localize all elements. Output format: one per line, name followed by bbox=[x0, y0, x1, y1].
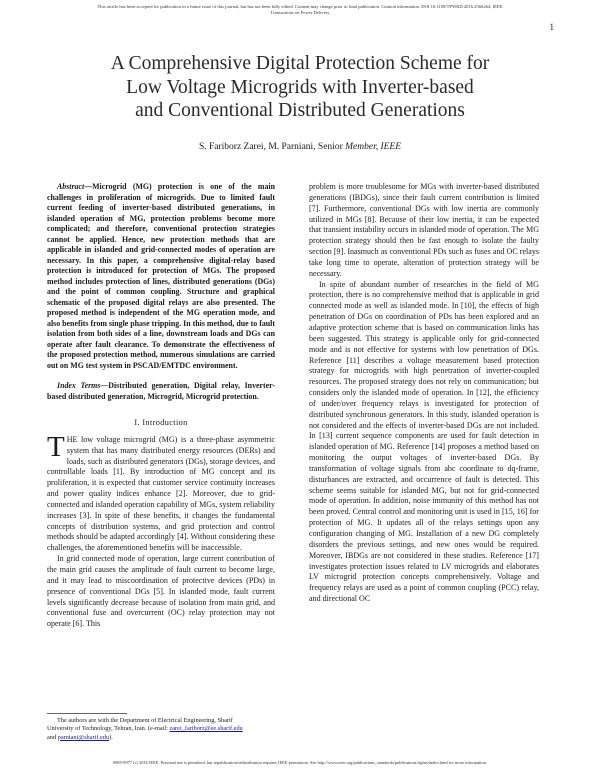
footnote-line-2-text: University of Technology, Tehran, Iran. (e-mail: bbox=[47, 725, 170, 733]
paper-title bbox=[40, 52, 560, 123]
abstract-text: —Microgrid (MG) protection is one of the main challenges in proliferation of microgrids. Due to limited fault current feeding of inverter-based distributed generations, in islanded operation of MG, protection problems become more complicated; and therefore, conventional protection strategies cannot be applied. Hence, new protection methods that are applicable in islanded and grid-connected modes of operation are necessary. In this paper, a comprehensive digital-relay based protection is introduced for protection of MGs. The proposed method includes protection of lines, distributed generations (DGs) and the point of common coupling. Structure and graphical schematic of the proposed digital relays are also presented. The proposed method is independent of the MG operation mode, and also benefits from single phase tripping. In this method, due to fault isolation from both sides of a line, downstream loads and DGs can operate after fault clearance. To demonstrate the effectiveness of the proposed protection method, numerous simulations are carried out on MG test system in PSCAD/EMTDC environment. bbox=[47, 182, 275, 370]
title-line-2: Low Voltage Microgrids with Inverter-based bbox=[126, 76, 474, 98]
footnote-line-2 bbox=[47, 725, 277, 733]
index-terms bbox=[47, 381, 275, 402]
journal-banner bbox=[0, 4, 600, 16]
title-line-1: A Comprehensive Digital Protection Scheme for bbox=[110, 53, 490, 74]
email-link-1[interactable]: zarei_fariborz@ee.sharif.edu bbox=[169, 725, 243, 733]
right-paragraph-1: problem is more troublesome for MGs with inverter-based distributed generations (IBDGs), since their fault current contribution is limited [7]. Furthermore, conventional DGs with low inertia are commonly utilized in MGs [8]. Because of their low inertia, it can be expected that transient instability occurs in islanded mode of operation. The MG protection strategy should then be fast enough to isolate the faulty section [9]. Inasmuch as conventional PDs such as fuses and OC relays take long time to operate, alteration of protection strategy will be necessary. bbox=[309, 182, 539, 278]
index-terms-label: Index Terms bbox=[57, 381, 101, 390]
footnote-line-3 bbox=[47, 734, 277, 742]
right-column bbox=[309, 182, 539, 605]
title-line-3: and Conventional Distributed Generations bbox=[135, 100, 465, 121]
email-link-2[interactable]: parniani@sharif.edu bbox=[57, 733, 110, 741]
author-names: S. Fariborz Zarei, M. Parniani, Senior bbox=[198, 142, 346, 152]
intro-paragraph-2: In grid connected mode of operation, large current contribution of the main grid causes the amplitude of fault current to become large, and it may lead to miscoordination of protective devices (PDs) in presence of conventional DGs [5]. In islanded mode, fault current levels significantly decrease because of isolation from main grid, and conventional fuse and overcurrent (OC) relay protection may not operate [6]. This bbox=[47, 554, 275, 629]
copyright-notice: 0885-8977 (c) 2016 IEEE. Personal use is permitted, but republication/redistribution requires IEEE permission. See http://www.ieee.org/publications_standards/publications/rights/index.html for more information. bbox=[113, 760, 487, 765]
section-heading-introduction: I. Introduction bbox=[134, 418, 188, 427]
intro-paragraph-1 bbox=[47, 430, 275, 554]
author-line bbox=[40, 141, 560, 153]
drop-cap: T bbox=[47, 430, 65, 463]
author-footnote bbox=[47, 717, 277, 742]
footnote-line-3-end: ). bbox=[109, 733, 113, 741]
banner-line-1: This article has been accepted for publication in a future issue of this journal, but has not been fully edited. Content may change prior to final publication. Citation information: DOI 10.1109/TPWRD.2016.2566264, IEEE bbox=[97, 4, 503, 9]
footnote-line-3-text: and bbox=[47, 733, 58, 741]
index-terms-text: —Distributed generation, Digital relay, Inverter-based distributed generation, Microgrid, Microgrid protection. bbox=[47, 381, 275, 401]
abstract bbox=[47, 182, 275, 371]
left-column bbox=[47, 182, 275, 630]
banner-line-2: Transactions on Power Delivery bbox=[270, 10, 330, 15]
abstract-label: Abstract bbox=[57, 182, 85, 191]
footnote-divider bbox=[47, 713, 127, 714]
right-paragraph-2: In spite of abundant number of researches in the field of MG protection, there is no comprehensive method that is applicable in grid connected mode as well as islanded mode. In [10], the effects of high penetration of DGs on coordination of PDs has been explored and an adaptive protection scheme that is based on communication links has been suggested. This strategy is applicable only for grid-connected mode and is not effective for systems with low penetration of DGs. Reference [11] describes a voltage measurement based protection strategy for microgrids with high penetration of inverter-coupled resources. The proposed strategy does not rely on communication; but considers only the islanded mode of operation. In [12], the efficiency of under/over frequency relays is investigated for protection of distributed synchronous generators. In this study, islanded operation is not considered and the effects of inverter-based DGs are not included. In [13] current sequence components are used for fault detection in islanded operation of MG. Reference [14] proposes a method based on monitoring the output voltages of inverter-based DGs. By transformation of voltage signals from abc coordinate to dq-frame, disturbances are extracted, and occurrence of fault is detected. This scheme seems suitable for islanded MG, but not for grid-connected mode of operation. In addition, noise immunity of this method has not been proved. Central control and monitoring unit is used in [15, 16] for protection of MG. It updates all of the relays settings upon any configuration changing of MG. Installation of a new DG completely disorders the previous settings, and new ones would be required. Moreover, IBDGs are not considered in these studies. Reference [17] investigates protection issues related to LV microgrids and elaborates LV microgrid protection concepts comprehensively. Voltage and frequency relays are used as a point of common coupling (PCC) relay, and directional OC bbox=[309, 279, 539, 604]
author-membership: Member, IEEE bbox=[345, 142, 402, 152]
page-number: 1 bbox=[549, 22, 554, 32]
intro-paragraph-1-text: HE low voltage microgrid (MG) is a three-phase asymmetric system that has many distributed energy resources (DERs) and loads, such as distributed generators (DGs), storage devices, and controllable loads [1]. By introduction of MG concept and its proliferation, it is expected that customer service continuity increases and power quality indices enhance [2]. Moreover, due to grid-connected and islanded operation capability of MGs, system reliability increases [3]. In spite of these benefits, it changes the fundamental concepts of distribution systems, and grid protection and control methods should be adapted accordingly [4]. Without considering these challenges, the aforementioned benefits will be inaccessible. bbox=[47, 434, 275, 553]
footnote-line-1: The authors are with the Department of Electrical Engineering, Sharif bbox=[57, 717, 233, 724]
